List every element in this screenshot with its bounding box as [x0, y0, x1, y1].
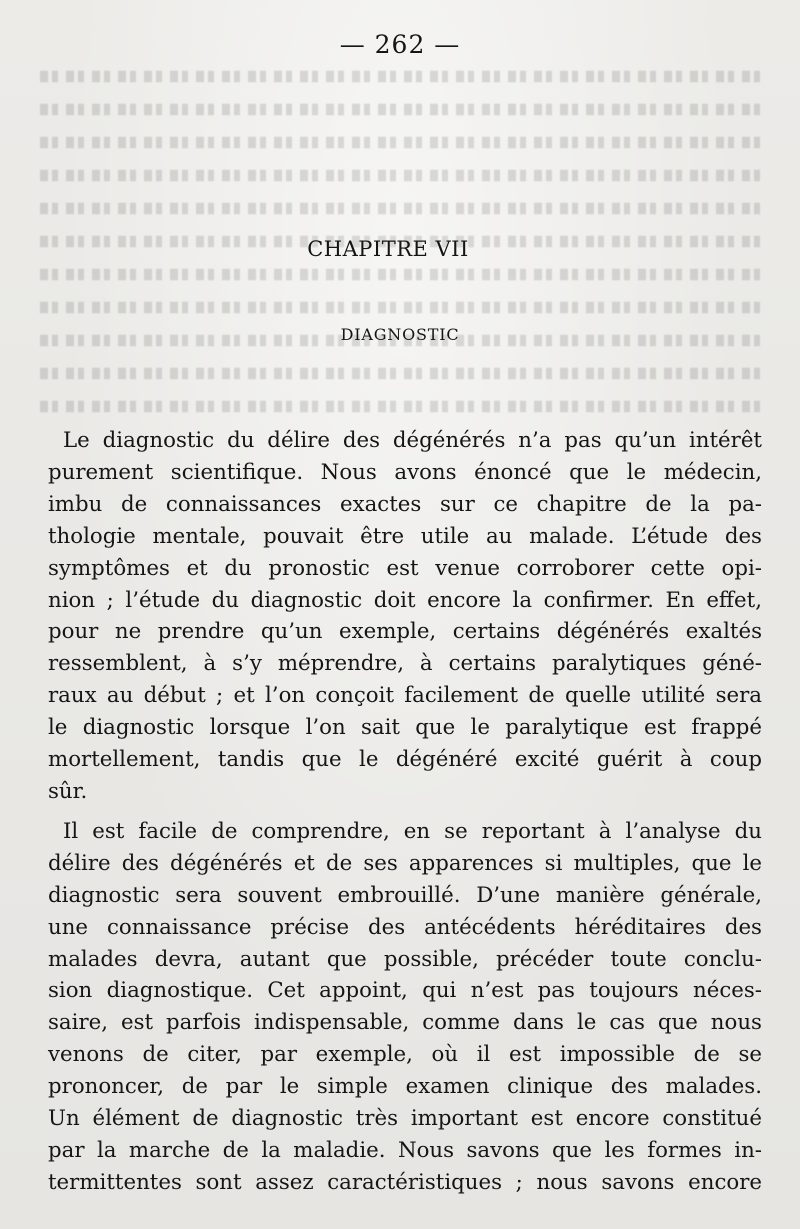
- text-line: le diagnostic lorsque l’on sait que le paralytique est frappé: [48, 715, 762, 741]
- text-line: purement scientifique. Nous avons énoncé que le médecin,: [48, 459, 762, 485]
- chapter-title: CHAPITRE VII: [307, 237, 469, 261]
- paragraph-2: [48, 816, 762, 1199]
- text-line: malades devra, autant que possible, précéder toute conclu-: [48, 946, 762, 972]
- text-line: saire, est parfois indispensable, comme dans le cas que nous: [48, 1010, 762, 1036]
- text-line: sûr.: [48, 778, 88, 804]
- text-line: mortellement, tandis que le dégénéré excité guérit à coup: [48, 747, 762, 773]
- text-line: Il est facile de comprendre, en se reportant à l’analyse du: [63, 818, 762, 844]
- text-line: délire des dégénérés et de ses apparences si multiples, que le: [48, 850, 762, 876]
- text-line: thologie mentale, pouvait être utile au malade. L’étude des: [48, 523, 762, 549]
- text-line: une connaissance précise des antécédents héréditaires des: [48, 914, 762, 940]
- text-line: symptômes et du pronostic est venue corroborer cette opi-: [48, 555, 762, 581]
- section-title: DIAGNOSTIC: [340, 325, 460, 344]
- text-line: pour ne prendre qu’un exemple, certains dégénérés exaltés: [48, 619, 762, 645]
- text-line: ressemblent, à s’y méprendre, à certains paralytiques géné-: [48, 651, 762, 677]
- text-line: Un élément de diagnostic très important est encore constitué: [48, 1106, 762, 1132]
- page-number: — 262 —: [339, 30, 461, 59]
- text-line: raux au début ; et l’on conçoit facilement de quelle utilité sera: [48, 683, 762, 709]
- body-text: [48, 425, 762, 1207]
- text-line: termittentes sont assez caractéristiques ; nous savons encore: [48, 1169, 762, 1195]
- text-line: venons de citer, par exemple, où il est impossible de se: [48, 1042, 762, 1068]
- text-line: diagnostic sera souvent embrouillé. D’une manière générale,: [48, 882, 762, 908]
- text-line: sion diagnostique. Cet appoint, qui n’est pas toujours néces-: [48, 978, 762, 1004]
- text-line: Le diagnostic du délire des dégénérés n’a pas qu’un intérêt: [63, 428, 762, 453]
- paragraph-1: [48, 425, 762, 808]
- text-line: par la marche de la maladie. Nous savons que les formes in-: [48, 1137, 762, 1163]
- text-line: nion ; l’étude du diagnostic doit encore la confirmer. En effet,: [48, 587, 762, 613]
- text-line: imbu de connaissances exactes sur ce chapitre de la pa-: [48, 491, 762, 517]
- text-line: prononcer, de par le simple examen clinique des malades.: [48, 1074, 762, 1100]
